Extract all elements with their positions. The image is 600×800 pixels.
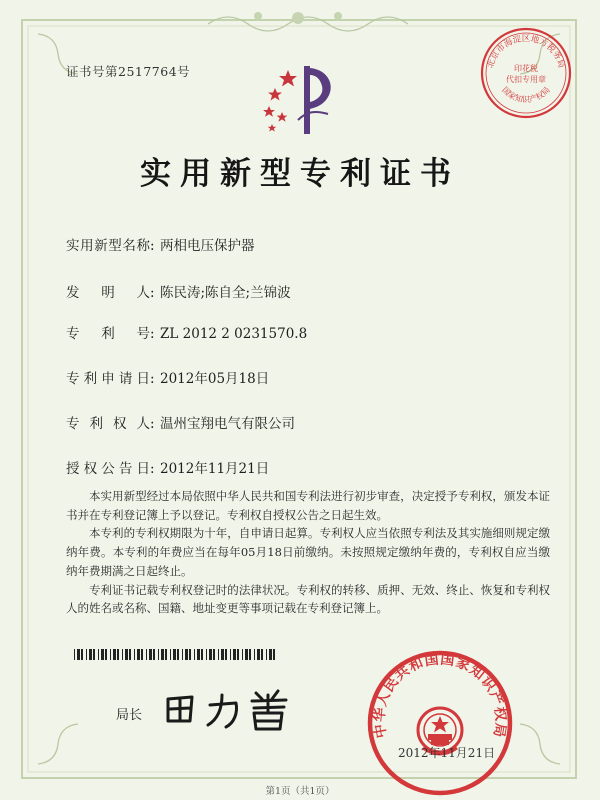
- seal-arc-text: 中华人民共和国国家知识产权局: [371, 651, 509, 740]
- field-value: ZL 2012 2 0231570.8: [160, 326, 308, 342]
- certificate-number: 证书号第2517764号: [66, 64, 191, 79]
- stamp-bottom-text: 国家知识产权局: [500, 85, 552, 105]
- barcode: [74, 649, 277, 660]
- field-colon: :: [150, 416, 155, 432]
- field-label: 专利权人: [66, 416, 150, 432]
- field-utility-model-name: [66, 234, 255, 254]
- field-value: 2012年05月18日: [160, 371, 270, 387]
- body-paragraph-3: 专利证书记载专利权登记时的法律状况。专利权的转移、质押、无效、终止、恢复和专利权人的姓名或名称、国籍、地址变更等事项记载在专利登记簿上。: [66, 582, 550, 616]
- official-seal: [365, 648, 515, 798]
- field-colon: :: [150, 461, 155, 477]
- field-patentee: [66, 412, 295, 432]
- field-colon: :: [150, 238, 155, 254]
- certificate-body: [66, 487, 550, 618]
- field-colon: :: [150, 371, 155, 387]
- field-label: 发明人: [66, 285, 150, 301]
- field-label: 专利号: [66, 326, 150, 342]
- star-icon: [263, 70, 297, 132]
- signature-label: 局长: [116, 708, 143, 723]
- stamp-arc-text: 北京市海淀区地方税务局: [485, 34, 567, 70]
- field-label: 专利申请日: [66, 371, 150, 387]
- field-value: 温州宝翔电气有限公司: [160, 416, 295, 432]
- svg-text:国家知识产权局: [500, 85, 552, 104]
- patent-office-logo: [258, 60, 340, 138]
- field-value: 陈民涛;陈自全;兰锦波: [160, 285, 291, 301]
- field-colon: :: [150, 326, 155, 342]
- page-footer: 第1页（共1页）: [265, 786, 335, 797]
- handwritten-signature: [160, 683, 310, 733]
- issue-date: 2012年11月21日: [398, 746, 496, 760]
- field-label: 授权公告日: [66, 461, 150, 477]
- body-paragraph-2: 本专利的专利权期限为十年，自申请日起算。专利权人应当依照专利法及其实施细则规定缴纳年费。本专利的年费应当在每年05月18日前缴纳。未按照规定缴纳年费的，专利权自应当缴纳年费期满之日起终止。: [66, 526, 550, 578]
- field-patent-number: [66, 322, 307, 342]
- body-paragraph-1: 本实用新型经过本局依照中华人民共和国专利法进行初步审查，决定授予专利权，颁发本证书并在专利登记簿上予以登记。专利权自授权公告之日起生效。: [66, 489, 550, 522]
- field-grant-date: [66, 457, 269, 477]
- stamp-line-1: 印花税: [514, 64, 538, 73]
- field-value: 2012年11月21日: [160, 461, 270, 477]
- field-value: 两相电压保护器: [160, 238, 255, 254]
- page-title: 实用新型专利证书: [140, 156, 460, 192]
- stamp-line-2: 代扣专用章: [506, 75, 546, 84]
- field-application-date: [66, 367, 269, 387]
- tax-stamp: [478, 25, 574, 121]
- field-inventors: [66, 281, 291, 301]
- field-label: 实用新型名称: [66, 238, 150, 254]
- field-colon: :: [150, 285, 155, 301]
